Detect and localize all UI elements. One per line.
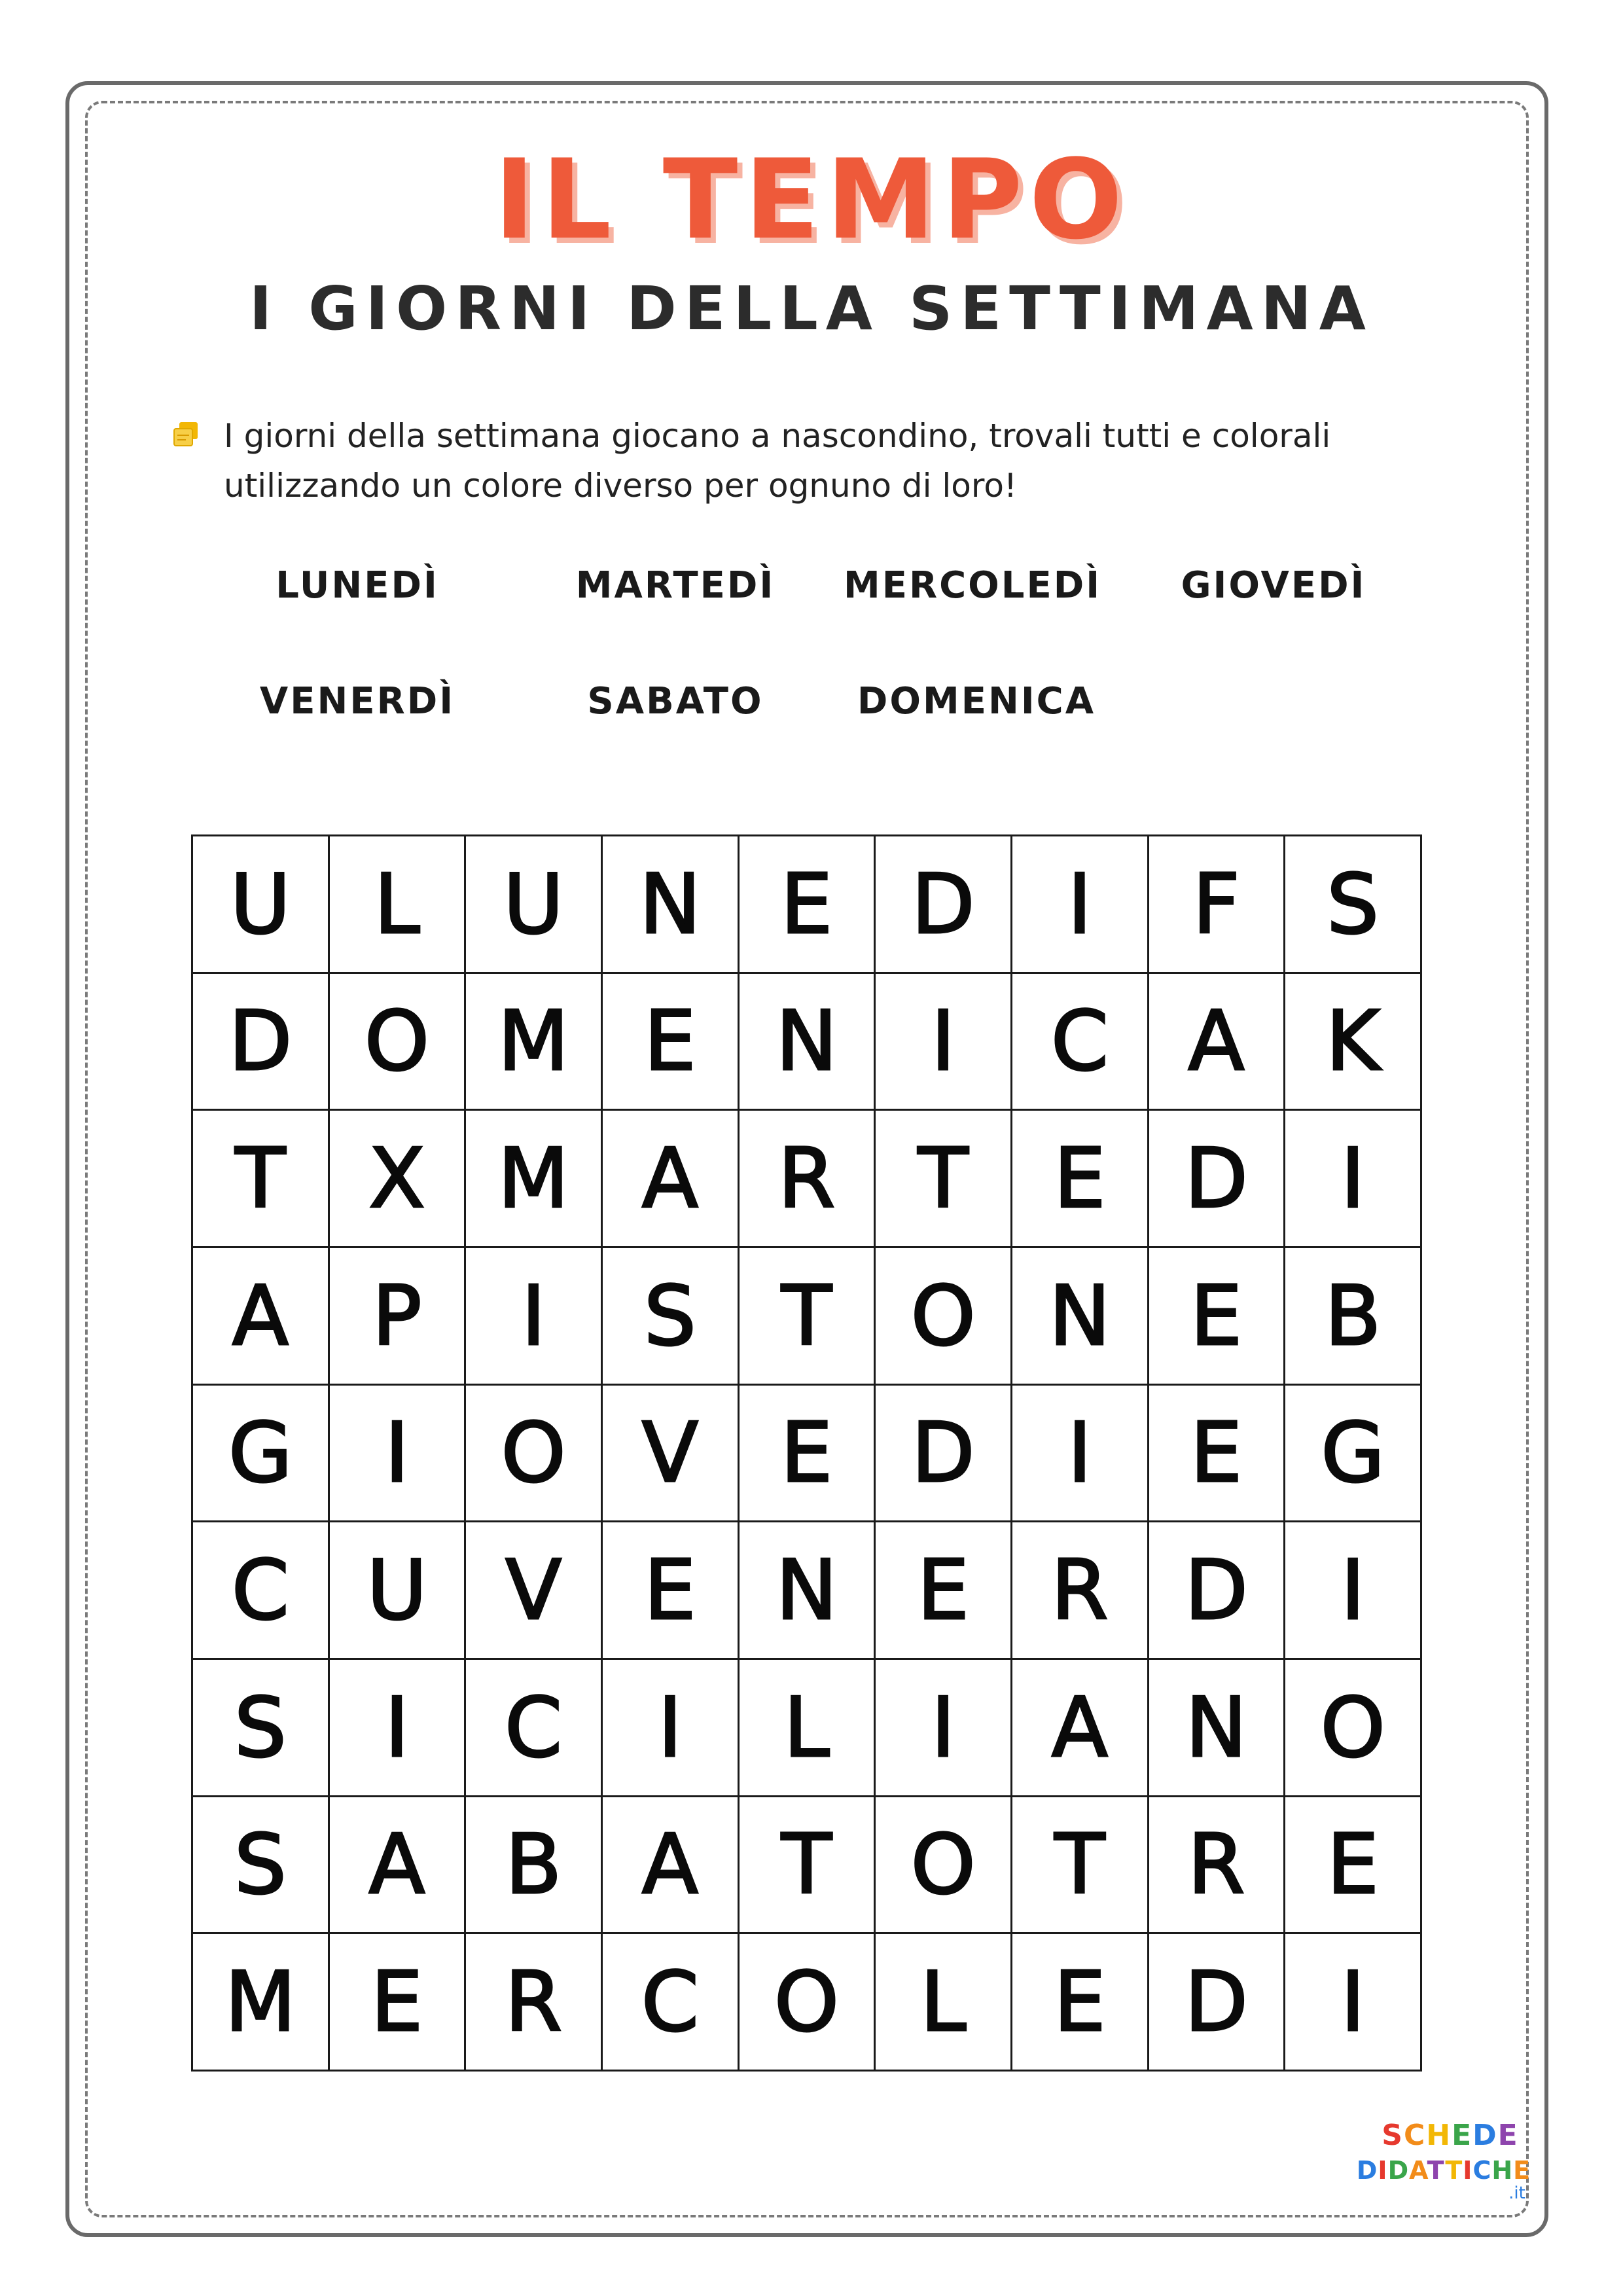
grid-cell: M (466, 974, 603, 1111)
grid-cell: E (330, 1934, 467, 2072)
grid-cell: T (1012, 1797, 1149, 1935)
word-mercoledi: MERCOLEDÌ (843, 564, 1102, 607)
grid-cell: N (1012, 1248, 1149, 1386)
grid-cell: S (193, 1660, 330, 1797)
grid-cell: I (330, 1386, 467, 1523)
grid-cell: B (466, 1797, 603, 1935)
grid-cell: I (1285, 1934, 1422, 2072)
grid-cell: E (1285, 1797, 1422, 1935)
grid-cell: A (1149, 974, 1286, 1111)
grid-cell: E (1012, 1111, 1149, 1248)
grid-cell: I (876, 974, 1012, 1111)
grid-cell: S (1285, 836, 1422, 974)
grid-cell: G (1285, 1386, 1422, 1523)
grid-cell: M (466, 1111, 603, 1248)
svg-text:SCHEDE: SCHEDE (1382, 2119, 1519, 2152)
grid-cell: D (1149, 1934, 1286, 2072)
grid-cell: R (740, 1111, 876, 1248)
grid-cell: U (466, 836, 603, 974)
grid-cell: I (1285, 1111, 1422, 1248)
grid-cell: E (1012, 1934, 1149, 2072)
grid-cell: N (740, 974, 876, 1111)
grid-cell: E (603, 974, 740, 1111)
grid-cell: D (193, 974, 330, 1111)
grid-cell: T (193, 1111, 330, 1248)
grid-cell: O (876, 1248, 1012, 1386)
grid-cell: C (193, 1522, 330, 1660)
grid-cell: A (1012, 1660, 1149, 1797)
grid-cell: C (1012, 974, 1149, 1111)
grid-cell: G (193, 1386, 330, 1523)
grid-cell: T (740, 1797, 876, 1935)
word-sabato: SABATO (587, 680, 764, 723)
grid-cell: I (1285, 1522, 1422, 1660)
grid-cell: C (466, 1660, 603, 1797)
grid-cell: O (740, 1934, 876, 2072)
grid-cell: E (876, 1522, 1012, 1660)
sticky-note-icon (171, 421, 200, 447)
word-venerdi: VENERDÌ (259, 680, 455, 723)
grid-cell: V (466, 1522, 603, 1660)
grid-cell: O (876, 1797, 1012, 1935)
word-lunedi: LUNEDÌ (276, 564, 439, 607)
grid-cell: L (876, 1934, 1012, 2072)
grid-cell: D (1149, 1111, 1286, 1248)
grid-cell: D (1149, 1522, 1286, 1660)
word-martedi: MARTEDÌ (575, 564, 776, 607)
svg-text:.it: .it (1508, 2183, 1525, 2203)
grid-cell: K (1285, 974, 1422, 1111)
grid-cell: A (330, 1797, 467, 1935)
grid-cell: U (193, 836, 330, 974)
grid-cell: N (740, 1522, 876, 1660)
grid-cell: T (876, 1111, 1012, 1248)
instruction-line: I giorni della settimana giocano a nascondino, trovali tutti e colorali (224, 417, 1331, 455)
grid-cell: B (1285, 1248, 1422, 1386)
grid-cell: S (193, 1797, 330, 1935)
grid-cell: D (876, 1386, 1012, 1523)
page-title: IL TEMPO (493, 135, 1130, 264)
grid-cell: I (1012, 836, 1149, 974)
grid-cell: E (603, 1522, 740, 1660)
instruction-line: utilizzando un colore diverso per ognuno di loro! (224, 467, 1017, 505)
page-subtitle: I GIORNI DELLA SETTIMANA (249, 274, 1374, 344)
grid-cell: O (330, 974, 467, 1111)
grid-cell: M (193, 1934, 330, 2072)
grid-cell: V (603, 1386, 740, 1523)
grid-cell: L (740, 1660, 876, 1797)
grid-cell: U (330, 1522, 467, 1660)
svg-text:DIDATTICHE: DIDATTICHE (1356, 2156, 1531, 2185)
grid-cell: I (466, 1248, 603, 1386)
grid-cell: O (1285, 1660, 1422, 1797)
grid-cell: I (603, 1660, 740, 1797)
grid-cell: E (740, 1386, 876, 1523)
word-search-grid (191, 834, 1422, 2072)
grid-cell: I (1012, 1386, 1149, 1523)
grid-cell: N (603, 836, 740, 974)
grid-cell: P (330, 1248, 467, 1386)
grid-cell: E (1149, 1386, 1286, 1523)
grid-cell: I (876, 1660, 1012, 1797)
word-domenica: DOMENICA (857, 680, 1096, 723)
grid-cell: I (330, 1660, 467, 1797)
grid-cell: S (603, 1248, 740, 1386)
grid-cell: E (740, 836, 876, 974)
grid-cell: A (603, 1111, 740, 1248)
grid-cell: E (1149, 1248, 1286, 1386)
grid-cell: N (1149, 1660, 1286, 1797)
grid-cell: F (1149, 836, 1286, 974)
grid-cell: R (466, 1934, 603, 2072)
grid-cell: X (330, 1111, 467, 1248)
grid-cell: D (876, 836, 1012, 974)
grid-cell: R (1012, 1522, 1149, 1660)
grid-cell: A (603, 1797, 740, 1935)
grid-cell: T (740, 1248, 876, 1386)
schede-didattiche-logo (1356, 2111, 1537, 2209)
grid-cell: A (193, 1248, 330, 1386)
grid-cell: C (603, 1934, 740, 2072)
word-giovedi: GIOVEDÌ (1181, 564, 1366, 607)
grid-cell: O (466, 1386, 603, 1523)
grid-cell: R (1149, 1797, 1286, 1935)
instruction-text (224, 411, 1467, 511)
grid-cell: L (330, 836, 467, 974)
